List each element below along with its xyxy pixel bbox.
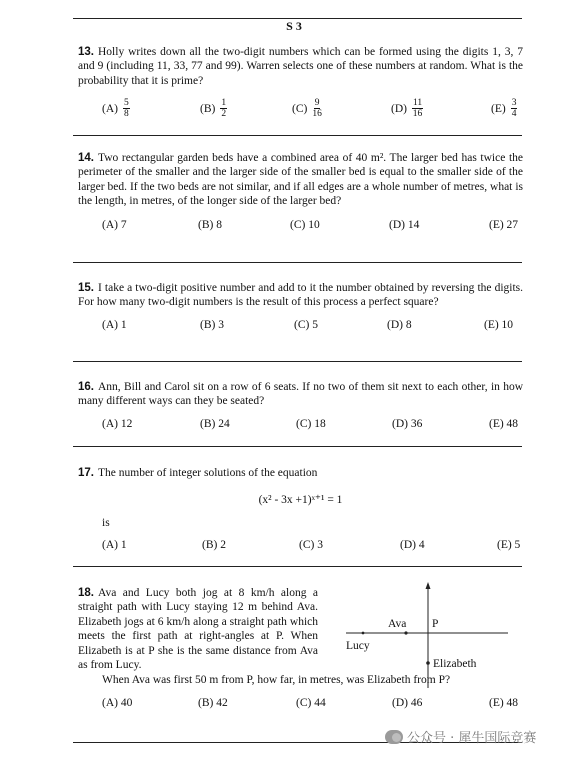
answer-options <box>78 539 523 561</box>
path-diagram <box>340 580 520 690</box>
question-number: 17. <box>78 467 94 479</box>
option-c[interactable]: (C) 18 <box>296 417 326 430</box>
option-e[interactable]: (E) 48 <box>489 417 519 430</box>
arrowhead-up <box>426 582 431 589</box>
option-c[interactable]: (C) $\frac{9}{16}$ <box>292 98 322 120</box>
answer-options <box>78 319 523 341</box>
option-c[interactable]: (C) 5 <box>294 318 318 331</box>
option-d[interactable]: (D) 4 <box>400 538 425 551</box>
option-d[interactable]: (D) 14 <box>389 218 420 231</box>
option-e[interactable]: (E) 27 <box>489 218 519 231</box>
answer-options <box>78 219 523 241</box>
label-p: P <box>432 618 439 630</box>
option-a[interactable]: (A) 7 <box>102 218 127 231</box>
option-a[interactable]: (A) 12 <box>102 417 133 430</box>
option-e[interactable]: (E) 10 <box>484 318 514 331</box>
wechat-icon <box>385 730 403 744</box>
option-c[interactable]: (C) 10 <box>290 218 320 231</box>
option-d[interactable]: (D) $\frac{11}{16}$ <box>391 98 423 120</box>
option-e[interactable]: (E) 48 <box>489 696 519 709</box>
answer-options <box>78 697 523 719</box>
question-prompt: When Ava was first 50 m from P, how far, in metres, was Elizabeth from P? <box>102 674 451 687</box>
option-b[interactable]: (B) 42 <box>198 696 228 709</box>
ava-marker <box>404 631 407 634</box>
question-15 <box>78 281 523 341</box>
lucy-marker <box>362 632 365 635</box>
option-b[interactable]: (B) $\frac{1}{2}$ <box>200 98 227 120</box>
equation: (x² - 3x +1)ˣ⁺¹ = 1 <box>258 494 343 507</box>
option-d[interactable]: (D) 46 <box>392 696 423 709</box>
question-text: Holly writes down all the two-digit numbers which can be formed using the digits 1, 3, 7 and 9 (including 11, 33, 77 and 99). Warren selects one of these numbers at random. What is the probability that it is prime? <box>78 46 523 87</box>
fraction: $\frac{1}{2}$ <box>221 98 227 120</box>
question-number: 16. <box>78 381 94 393</box>
option-a[interactable]: (A) 40 <box>102 696 133 709</box>
fraction: $\frac{11}{16}$ <box>412 98 423 120</box>
fraction: $\frac{3}{4}$ <box>511 98 517 120</box>
question-number: 15. <box>78 282 94 294</box>
option-e[interactable]: (E) $\frac{3}{4}$ <box>491 98 517 120</box>
question-text: I take a two-digit positive number and add to it the number obtained by reversing the digits. For how many two-digit numbers is the result of this process a perfect square? <box>78 282 523 309</box>
elizabeth-marker <box>426 661 430 665</box>
watermark <box>385 727 536 746</box>
question-text: Two rectangular garden beds have a combined area of 40 m². The larger bed has twice the perimeter of the smaller and the larger side of the smaller bed is equal to the smaller side of the larger bed. If the two beds are not similar, and if all edges are a whole number of metres, what is the length, in metres, of the longer side of the larger bed? <box>78 152 523 208</box>
divider <box>73 566 522 567</box>
fraction: $\frac{9}{16}$ <box>312 98 322 120</box>
label-elizabeth: Elizabeth <box>433 658 477 670</box>
option-a[interactable]: (A) 1 <box>102 318 127 331</box>
question-17 <box>78 466 523 561</box>
option-d[interactable]: (D) 8 <box>387 318 412 331</box>
option-e[interactable]: (E) 5 <box>497 538 521 551</box>
question-text-after: is <box>102 517 110 530</box>
question-number: 14. <box>78 152 94 164</box>
label-ava: Ava <box>388 618 407 630</box>
question-number: 13. <box>78 46 94 58</box>
option-b[interactable]: (B) 8 <box>198 218 222 231</box>
question-13 <box>78 45 523 124</box>
question-16 <box>78 380 523 440</box>
watermark-text: 公众号 · 犀牛国际竞赛 <box>407 731 537 746</box>
option-c[interactable]: (C) 44 <box>296 696 326 709</box>
question-text: Ann, Bill and Carol sit on a row of 6 seats. If no two of them sit next to each other, in how many different ways can they be seated? <box>78 381 523 408</box>
answer-options <box>78 418 523 440</box>
option-c[interactable]: (C) 3 <box>299 538 323 551</box>
option-a[interactable]: (A) 1 <box>102 538 127 551</box>
divider <box>73 135 522 136</box>
option-b[interactable]: (B) 3 <box>200 318 224 331</box>
question-text: The number of integer solutions of the equation <box>98 467 318 479</box>
question-text: Ava and Lucy both jog at 8 km/h along a straight path with Lucy staying 12 m behind Ava. Elizabeth jogs at 6 km/h along a straight path which meets the first path at right-angles at P. When Elizabeth is at P she is the same distance from Ava as from Lucy. <box>78 587 318 672</box>
fraction: $\frac{5}{8}$ <box>123 98 129 120</box>
option-b[interactable]: (B) 24 <box>200 417 230 430</box>
answer-options <box>78 98 523 124</box>
question-14 <box>78 151 523 241</box>
divider <box>73 361 522 362</box>
divider <box>73 446 522 447</box>
divider <box>73 262 522 263</box>
option-a[interactable]: (A) $\frac{5}{8}$ <box>102 98 129 120</box>
option-d[interactable]: (D) 36 <box>392 417 423 430</box>
page-id: S 3 <box>286 19 302 33</box>
option-b[interactable]: (B) 2 <box>202 538 226 551</box>
label-lucy: Lucy <box>346 640 370 652</box>
question-number: 18. <box>78 587 94 599</box>
